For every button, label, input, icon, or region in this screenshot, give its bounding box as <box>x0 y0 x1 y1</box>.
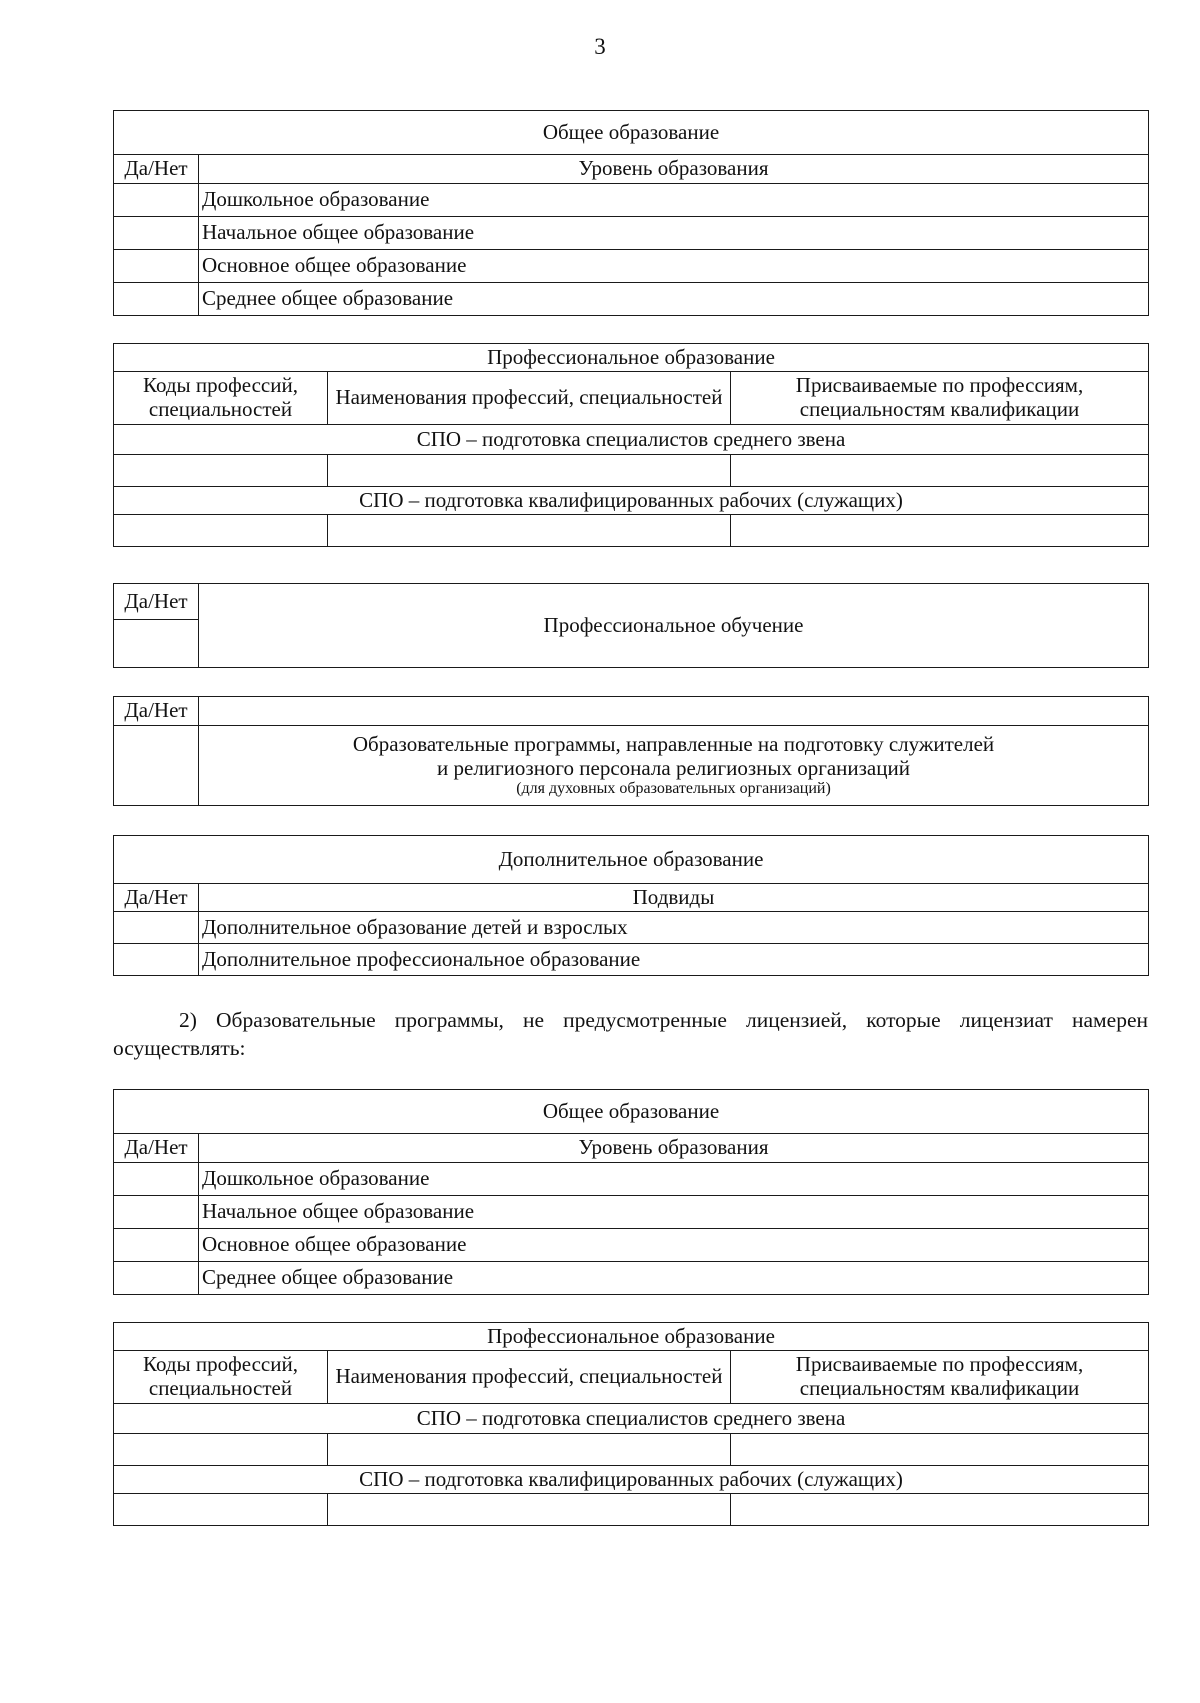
professional-education-title: Профессиональное образование <box>114 344 1149 372</box>
spo-mid-level-row: СПО – подготовка специалистов среднего звена <box>114 425 1149 455</box>
name-cell[interactable] <box>328 1434 731 1466</box>
education-level-row: Среднее общее образование <box>199 1262 1149 1295</box>
education-level-header: Уровень образования <box>199 1134 1149 1163</box>
general-education-table-1 <box>113 110 1149 316</box>
qualification-cell[interactable] <box>731 515 1149 547</box>
general-education-title: Общее образование <box>114 111 1149 155</box>
yes-no-header: Да/Нет <box>114 584 199 620</box>
education-level-row: Дошкольное образование <box>199 1163 1149 1196</box>
professional-education-table-1 <box>113 343 1149 547</box>
qualifications-header: Присваиваемые по профессиям, специальностям квалификации <box>731 1351 1149 1404</box>
yes-no-cell[interactable] <box>114 1163 199 1196</box>
yes-no-cell[interactable] <box>114 184 199 217</box>
religious-programs-note: (для духовных образовательных организаций) <box>516 780 831 798</box>
education-level-row: Среднее общее образование <box>199 283 1149 316</box>
religious-programs-line-1: Образовательные программы, направленные на подготовку служителей <box>352 732 995 757</box>
religious-programs-description <box>199 726 1149 806</box>
professional-training-table <box>113 583 1149 668</box>
paragraph-unlicensed-programs: 2) Образовательные программы, не предусмотренные лицензией, которые лицензиат намерен осуществлять: <box>113 1008 1148 1060</box>
yes-no-cell[interactable] <box>114 1262 199 1295</box>
additional-education-table <box>113 835 1149 976</box>
education-level-row: Начальное общее образование <box>199 1196 1149 1229</box>
empty-header-cell <box>199 697 1149 726</box>
general-education-table-2 <box>113 1089 1149 1295</box>
yes-no-cell[interactable] <box>114 250 199 283</box>
yes-no-cell[interactable] <box>114 1229 199 1262</box>
name-cell[interactable] <box>328 1494 731 1526</box>
yes-no-header: Да/Нет <box>114 155 199 184</box>
subtypes-header: Подвиды <box>199 884 1149 912</box>
education-level-row: Начальное общее образование <box>199 217 1149 250</box>
religious-programs-table <box>113 696 1149 806</box>
subtype-row: Дополнительное образование детей и взрослых <box>199 912 1149 944</box>
yes-no-header: Да/Нет <box>114 884 199 912</box>
spo-workers-row: СПО – подготовка квалифицированных рабочих (служащих) <box>114 1466 1149 1494</box>
codes-header: Коды профессий, специальностей <box>114 372 328 425</box>
yes-no-cell[interactable] <box>114 620 199 668</box>
professional-education-title: Профессиональное образование <box>114 1323 1149 1351</box>
professional-education-table-2 <box>113 1322 1149 1526</box>
yes-no-header: Да/Нет <box>114 1134 199 1163</box>
codes-header: Коды профессий, специальностей <box>114 1351 328 1404</box>
code-cell[interactable] <box>114 1434 328 1466</box>
education-level-row: Основное общее образование <box>199 1229 1149 1262</box>
education-level-header: Уровень образования <box>199 155 1149 184</box>
code-cell[interactable] <box>114 1494 328 1526</box>
additional-education-title: Дополнительное образование <box>114 836 1149 884</box>
education-level-row: Дошкольное образование <box>199 184 1149 217</box>
yes-no-header: Да/Нет <box>114 697 199 726</box>
qualifications-header: Присваиваемые по профессиям, специальностям квалификации <box>731 372 1149 425</box>
names-header: Наименования профессий, специальностей <box>328 1351 731 1404</box>
yes-no-cell[interactable] <box>114 1196 199 1229</box>
professional-training-title: Профессиональное обучение <box>199 584 1149 668</box>
qualification-cell[interactable] <box>731 455 1149 487</box>
qualification-cell[interactable] <box>731 1494 1149 1526</box>
yes-no-cell[interactable] <box>114 726 199 806</box>
name-cell[interactable] <box>328 455 731 487</box>
qualification-cell[interactable] <box>731 1434 1149 1466</box>
subtype-row: Дополнительное профессиональное образование <box>199 944 1149 976</box>
name-cell[interactable] <box>328 515 731 547</box>
code-cell[interactable] <box>114 515 328 547</box>
yes-no-cell[interactable] <box>114 217 199 250</box>
religious-programs-line-2: и религиозного персонала религиозных организаций <box>437 755 910 780</box>
page-number: 3 <box>594 34 606 59</box>
code-cell[interactable] <box>114 455 328 487</box>
names-header: Наименования профессий, специальностей <box>328 372 731 425</box>
general-education-title: Общее образование <box>114 1090 1149 1134</box>
education-level-row: Основное общее образование <box>199 250 1149 283</box>
yes-no-cell[interactable] <box>114 283 199 316</box>
spo-workers-row: СПО – подготовка квалифицированных рабочих (служащих) <box>114 487 1149 515</box>
yes-no-cell[interactable] <box>114 912 199 944</box>
yes-no-cell[interactable] <box>114 944 199 976</box>
spo-mid-level-row: СПО – подготовка специалистов среднего звена <box>114 1404 1149 1434</box>
